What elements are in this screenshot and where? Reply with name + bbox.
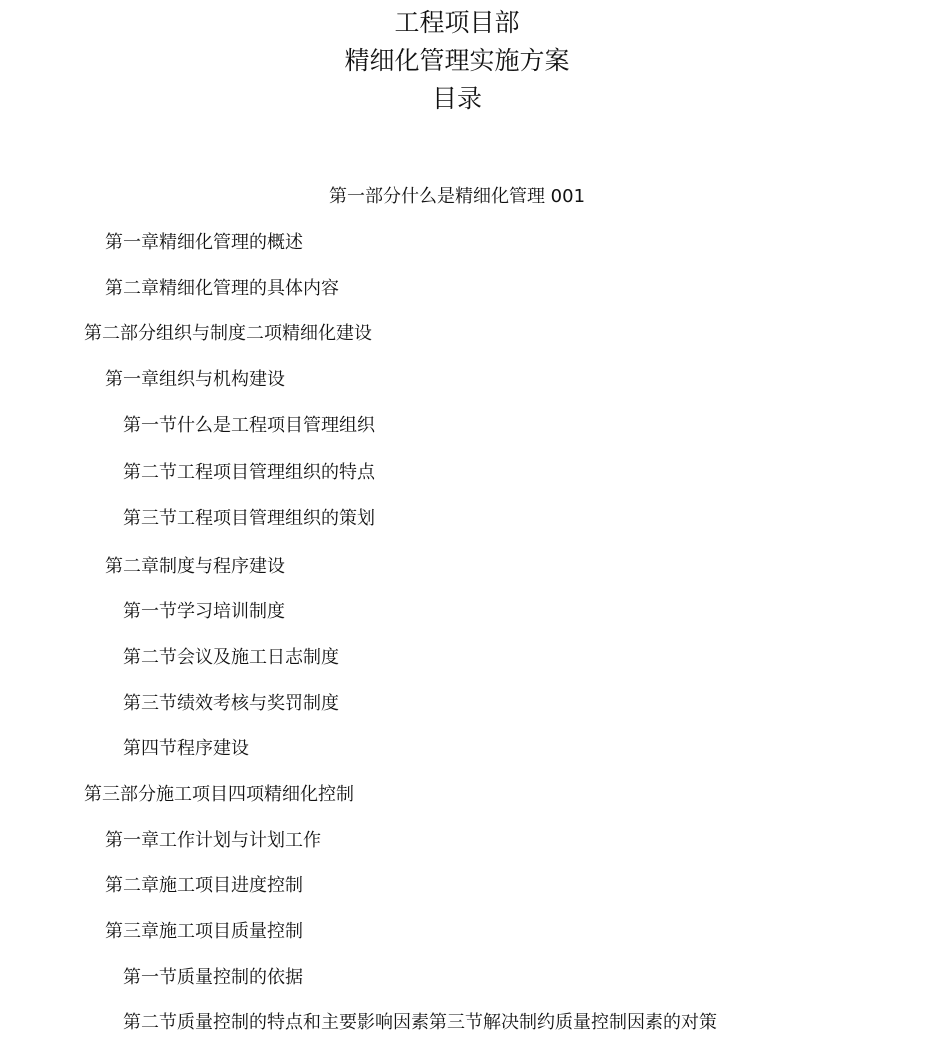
- toc-section-entry: 第一节学习培训制度: [123, 601, 285, 622]
- toc-chapter-entry: 第三章施工项目质量控制: [105, 921, 303, 942]
- toc-chapter-entry: 第二章施工项目进度控制: [105, 875, 303, 896]
- document-title-block: [0, 4, 914, 118]
- toc-section-entry: 第一节什么是工程项目管理组织: [123, 415, 375, 436]
- toc-section-entry: 第三节工程项目管理组织的策划: [123, 508, 375, 529]
- toc-section-entry: 第四节程序建设: [123, 738, 249, 759]
- toc-part-heading: 第二部分组织与制度二项精细化建设: [84, 323, 372, 344]
- toc-chapter-entry: 第二章精细化管理的具体内容: [105, 278, 339, 299]
- toc-chapter-entry: 第一章组织与机构建设: [105, 369, 285, 390]
- toc-part-heading: 第一部分什么是精细化管理 001: [328, 186, 586, 207]
- toc-part-heading: 第三部分施工项目四项精细化控制: [84, 784, 354, 805]
- toc-section-entry: 第二节工程项目管理组织的特点: [123, 462, 375, 483]
- toc-section-entry: 第三节绩效考核与奖罚制度: [123, 693, 339, 714]
- toc-chapter-entry: 第一章精细化管理的概述: [105, 232, 303, 253]
- document-title-org: 工程项目部: [394, 8, 520, 37]
- toc-section-entry: 第二节会议及施工日志制度: [123, 647, 339, 668]
- document-title-toc: 目录: [431, 84, 482, 113]
- toc-section-entry: 第二节质量控制的特点和主要影响因素第三节解决制约质量控制因素的对策: [123, 1012, 717, 1033]
- toc-chapter-entry: 第一章工作计划与计划工作: [105, 830, 321, 851]
- toc-chapter-entry: 第二章制度与程序建设: [105, 556, 285, 577]
- toc-section-entry: 第一节质量控制的依据: [123, 967, 303, 988]
- document-title-plan: 精细化管理实施方案: [344, 46, 570, 75]
